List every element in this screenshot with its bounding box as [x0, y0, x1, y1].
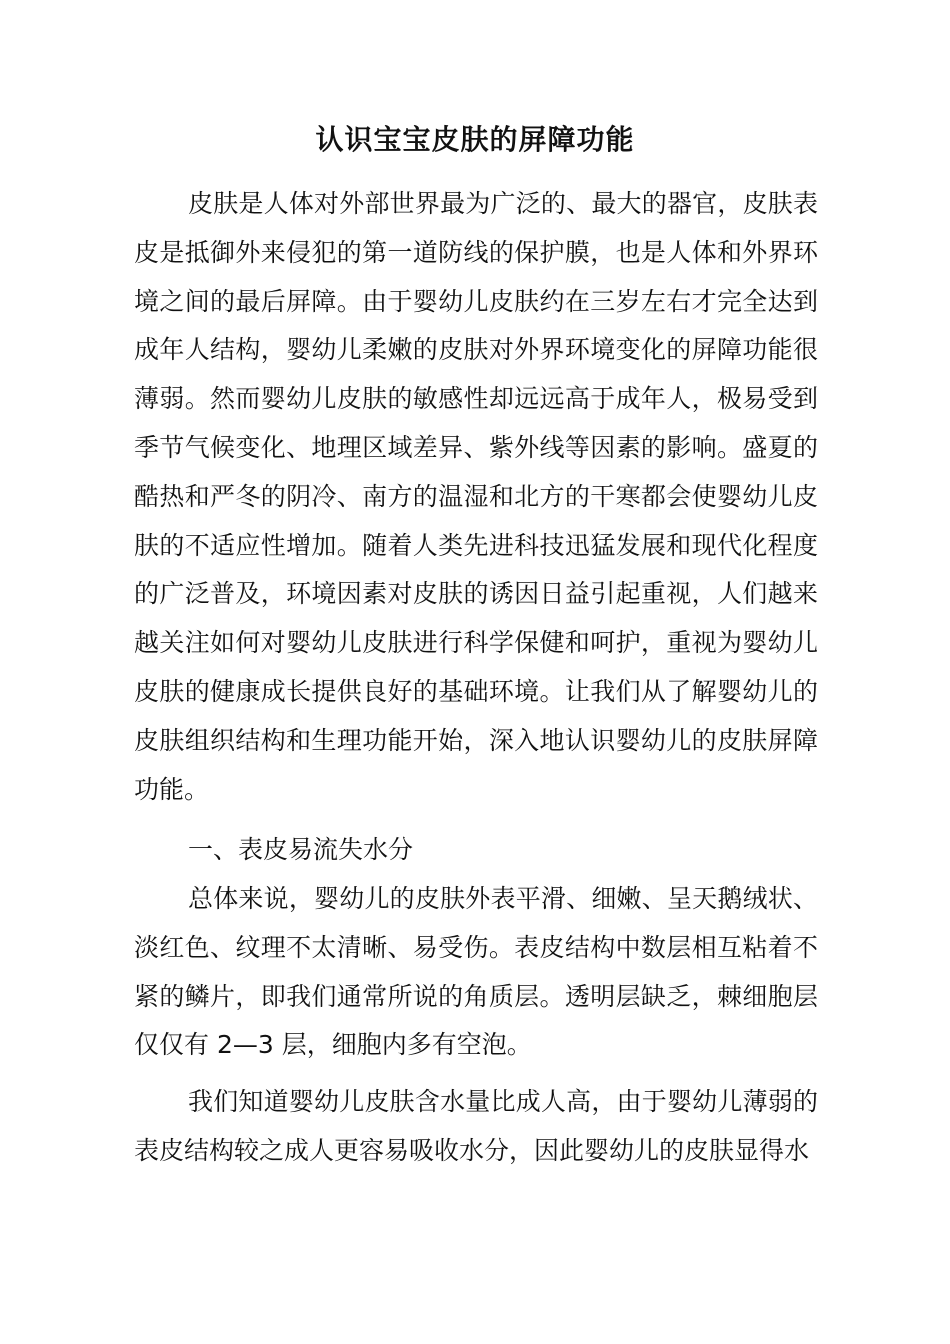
paragraph-water-content: 我们知道婴幼儿皮肤含水量比成人高，由于婴幼儿薄弱的表皮结构较之成人更容易吸收水分，因此婴幼儿的皮肤显得水: [134, 1087, 818, 1165]
paragraph-epidermis: 总体来说，婴幼儿的皮肤外表平滑、细嫩、呈天鹅绒状、淡红色、纹理不太清晰、易受伤。表皮结构中数层相互粘着不紧的鳞片，即我们通常所说的角质层。透明层缺乏，棘细胞层仅仅有 2—3 层，细胞内多有空泡。: [134, 884, 818, 1060]
section-heading: 一、表皮易流失水分: [188, 835, 414, 864]
document-title: 认识宝宝皮肤的屏障功能: [315, 123, 635, 156]
paragraph-intro: 皮肤是人体对外部世界最为广泛的、最大的器官，皮肤表皮是抵御外来侵犯的第一道防线的保护膜，也是人体和外界环境之间的最后屏障。由于婴幼儿皮肤约在三岁左右才完全达到成年人结构，婴幼儿柔嫩的皮肤对外界环境变化的屏障功能很薄弱。然而婴幼儿皮肤的敏感性却远远高于成年人，极易受到季节气候变化、地理区域差异、紫外线等因素的影响。盛夏的酷热和严冬的阴冷、南方的温湿和北方的干寒都会使婴幼儿皮肤的不适应性增加。随着人类先进科技迅猛发展和现代化程度的广泛普及，环境因素对皮肤的诱因日益引起重视，人们越来越关注如何对婴幼儿皮肤进行科学保健和呵护，重视为婴幼儿皮肤的健康成长提供良好的基础环境。让我们从了解婴幼儿的皮肤组织结构和生理功能开始，深入地认识婴幼儿的皮肤屏障功能。: [134, 189, 818, 804]
